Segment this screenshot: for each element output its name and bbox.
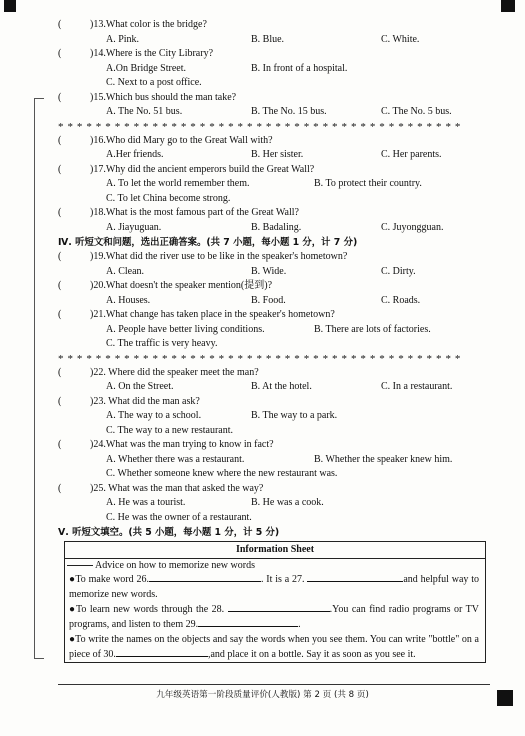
options-row [58,409,490,424]
answer-option: B. He was a cook. [251,497,324,508]
question-text: )18.What is the most famous part of the Great Wall? [90,207,299,218]
binding-line [34,98,35,658]
answer-option: B. Food. [251,294,286,306]
question-stem [58,308,490,323]
answer-bracket[interactable]: ( [58,366,62,378]
answer-option: C. Next to a post office. [106,77,202,88]
answer-option: C. To let China become strong. [106,192,231,204]
answer-bracket[interactable]: ( [58,251,62,262]
exam-content [58,18,490,663]
answer-bracket[interactable]: ( [58,395,62,407]
text: . It is a 27. [260,574,305,585]
options-row [58,294,490,309]
answer-option: C. In a restaurant. [381,381,453,392]
answer-option: B. There are lots of factories. [314,323,431,335]
options-row [58,177,490,192]
answer-option: B. Badaling. [251,221,302,233]
question-stem [58,163,490,178]
question-group-13-15 [58,18,490,120]
answer-option: A.Her friends. [106,149,164,160]
answer-option: A. The way to a school. [106,410,202,421]
question-stem [58,395,490,410]
question-text: )15.Which bus should the man take? [90,91,237,103]
answer-option: C. Roads. [381,294,421,306]
options-row [58,221,490,236]
answer-option: C. Whether someone knew where the new restaurant was. [106,468,338,479]
answer-bracket[interactable]: ( [58,48,62,59]
answer-option: B. In front of a hospital. [251,62,348,74]
information-sheet-subtitle [65,559,485,572]
answer-option: A. On the Street. [106,381,174,392]
answer-bracket[interactable]: ( [58,19,62,30]
options-row [58,424,490,439]
question-group-16-18 [58,134,490,236]
text: . [298,619,301,630]
information-sheet-title: Information Sheet [65,542,485,559]
blank-27[interactable] [307,572,403,582]
question-stem [58,366,490,381]
options-row [58,511,490,526]
blank-29[interactable] [198,617,298,627]
options-row [58,33,490,48]
answer-bracket[interactable]: ( [58,134,62,146]
question-stem [58,18,490,33]
answer-option: A. Pink. [106,33,140,45]
question-text: )22. Where did the speaker meet the man? [90,366,259,378]
subtitle-text: Advice on how to memorize new words [95,560,255,571]
item-26-27 [65,572,485,602]
answer-option: C. Her parents. [381,149,442,160]
binding-line-tick-bottom [34,658,44,659]
options-row [58,76,490,91]
information-sheet [64,541,486,663]
blank-30[interactable] [116,647,208,657]
answer-option: A. The No. 51 bus. [106,106,183,117]
footer-rule [58,684,490,685]
options-row [58,105,490,120]
question-text: )24.What was the man trying to know in fact? [90,439,274,450]
question-stem [58,250,490,265]
answer-bracket[interactable]: ( [58,309,62,320]
answer-bracket[interactable]: ( [58,439,62,450]
answer-option: C. The traffic is very heavy. [106,338,218,349]
item-30 [65,632,485,662]
blank-28[interactable] [228,602,330,612]
question-text: )17.Why did the ancient emperors build the Great Wall? [90,163,315,175]
question-text: )25. What was the man that asked the way? [90,482,264,494]
item-28-29 [65,602,485,632]
question-text: )13.What color is the bridge? [90,19,207,30]
options-row [58,337,490,352]
dash-rule [67,565,93,566]
question-stem [58,47,490,62]
answer-option: B. Her sister. [251,149,304,160]
answer-option: B. Blue. [251,33,285,45]
answer-option: C. Dirty. [381,265,416,277]
text: ,and place it on a bottle. Say it as soon as you see it. [207,649,416,660]
answer-option: B. Whether the speaker knew him. [314,453,453,465]
registration-mark-top-right [501,0,515,12]
question-text: )16.Who did Mary go to the Great Wall with? [90,134,273,146]
options-row [58,192,490,207]
options-row [58,380,490,395]
answer-option: A. People have better living conditions. [106,323,265,335]
answer-option: A. To let the world remember them. [106,178,250,189]
answer-option: B. At the hotel. [251,381,312,392]
question-text: )21.What change has taken place in the speaker's hometown? [90,309,335,320]
answer-option: B. To protect their country. [314,178,422,189]
question-group-22-25 [58,366,490,526]
registration-mark-top-left [4,0,16,12]
blank-26[interactable] [149,572,261,582]
answer-bracket[interactable]: ( [58,163,62,175]
text: ●To write the names on the objects and say the words when you see them. You can write "bottle" on a piece of 30. [69,634,479,660]
options-row [58,467,490,482]
answer-option: B. The way to a park. [251,410,338,421]
question-stem [58,134,490,149]
question-stem [58,482,490,497]
answer-bracket[interactable]: ( [58,207,62,218]
section-4-title: Ⅳ. 听短文和问题，选出正确答案。(共 7 小题，每小题 1 分，计 7 分) [58,237,358,248]
answer-option: C. The No. 5 bus. [381,106,452,117]
question-group-19-21 [58,250,490,352]
options-row [58,148,490,163]
page-footer: 九年级英语第一阶段质量评价(人教版) 第 2 页 (共 8 页) [156,690,369,700]
answer-option: C. The way to a new restaurant. [106,424,233,436]
answer-option: A. Houses. [106,294,151,306]
answer-option: A. He was a tourist. [106,497,186,508]
options-row [58,62,490,77]
answer-option: C. He was the owner of a restaurant. [106,511,252,523]
binding-line-tick-top [34,98,44,99]
answer-bracket[interactable]: ( [58,280,62,291]
answer-option: A. Whether there was a restaurant. [106,453,245,465]
question-text: )23. What did the man ask? [90,395,200,407]
text: and helpful way to memorize new words. [69,574,480,600]
text: ●To make word 26. [69,574,149,585]
question-text: )20.What doesn't the speaker mention(提到)? [90,280,273,291]
question-stem [58,206,490,221]
text: .You can find radio programs or TV programs, and listen to them 29. [69,604,479,630]
answer-bracket[interactable]: ( [58,91,62,103]
question-stem [58,438,490,453]
question-stem [58,91,490,106]
options-row [58,323,490,338]
answer-option: B. Wide. [251,265,287,277]
answer-option: A. Clean. [106,265,145,277]
question-text: )14.Where is the City Library? [90,48,214,59]
options-row [58,265,490,280]
separator-stars: * * * * * * * * * * * * * * * * * * * * * * * * * * * * * * * * * * * * * * * * * * * [58,352,461,365]
question-text: )19.What did the river use to be like in the speaker's hometown? [90,251,348,262]
answer-option: C. Juyongguan. [381,221,444,233]
answer-option: C. White. [381,33,420,45]
answer-option: A. Jiayuguan. [106,221,162,233]
question-stem [58,279,490,294]
separator-stars: * * * * * * * * * * * * * * * * * * * * * * * * * * * * * * * * * * * * * * * * * * * [58,120,461,133]
options-row [58,453,490,468]
section-5-title: Ⅴ. 听短文填空。(共 5 小题，每小题 1 分，计 5 分) [58,527,280,538]
options-row [58,496,490,511]
answer-option: B. The No. 15 bus. [251,106,327,117]
answer-option: A.On Bridge Street. [106,62,186,74]
text: ●To learn new words through the 28. [69,604,225,615]
answer-bracket[interactable]: ( [58,482,62,494]
